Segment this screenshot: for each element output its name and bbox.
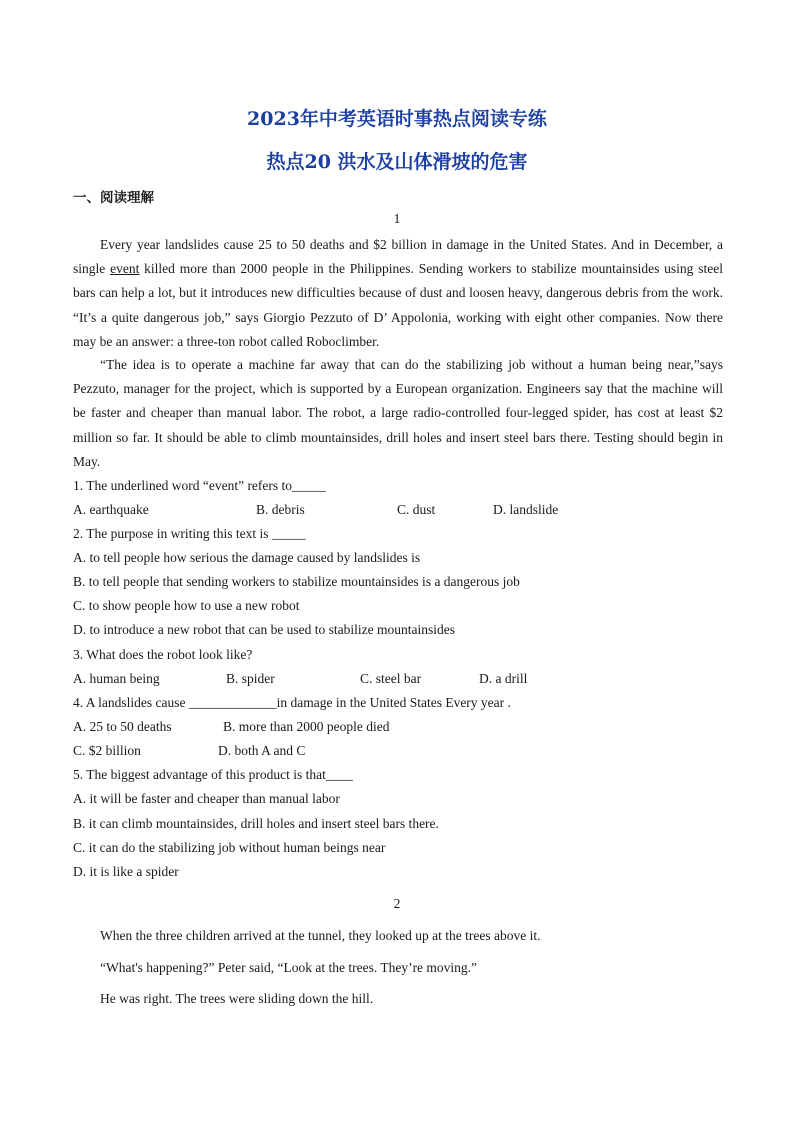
paragraph-text: Every year landslides cause 25 to 50 deaths and $2 billion in damage in the United States. And in December, a single — [73, 237, 723, 277]
answer-option: D. landslide — [493, 502, 559, 517]
answer-option: D. it is like a spider — [73, 864, 179, 879]
answer-option: A. human being — [73, 671, 160, 686]
passage-number: 1 — [393, 211, 401, 226]
answer-option: A. to tell people how serious the damage caused by landslides is — [73, 550, 421, 565]
question-stem: 4. A landslides cause _____________in damage in the United States Every year . — [73, 695, 511, 710]
question-stem: 3. What does the robot look like? — [73, 647, 253, 662]
question-stem: 5. The biggest advantage of this product is that____ — [73, 767, 353, 782]
answer-option: A. earthquake — [73, 502, 149, 517]
answer-option: C. it can do the stabilizing job without human beings near — [73, 840, 386, 855]
section-heading: 一、阅读理解 — [73, 190, 154, 206]
document-title: 2023年中考英语时事热点阅读专练 — [247, 108, 547, 130]
answer-option: B. spider — [226, 671, 275, 686]
answer-option: C. to show people how to use a new robot — [73, 598, 300, 613]
answer-option: A. it will be faster and cheaper than manual labor — [73, 791, 340, 806]
answer-option: B. to tell people that sending workers to stabilize mountainsides is a dangerous job — [73, 574, 520, 589]
question-stem: 2. The purpose in writing this text is _____ — [73, 526, 306, 541]
story-line: “What's happening?” Peter said, “Look at the trees. They’re moving.” — [100, 960, 478, 975]
underlined-word: event — [110, 261, 140, 277]
answer-option: C. steel bar — [360, 671, 422, 686]
answer-option: C. $2 billion — [73, 743, 141, 758]
answer-option: D. a drill — [479, 671, 528, 686]
answer-option: B. debris — [256, 502, 305, 517]
story-line: When the three children arrived at the tunnel, they looked up at the trees above it. — [100, 928, 541, 943]
story-line: He was right. The trees were sliding down the hill. — [100, 991, 374, 1006]
answer-option: C. dust — [397, 502, 436, 517]
passage-paragraph: “The idea is to operate a machine far away that can do the stabilizing job without a human being near,”says Pezzuto, manager for the project, which is supported by a European organization. Engineers say that the machine will be faster and cheaper than manual labor. The robot, a large radio-controlled four-legged spider, has cost at least $2 million so far. It should be able to climb mountainsides, drill holes and insert steel bars there. Testing should begin in May. — [73, 357, 723, 469]
document-subtitle: 热点20 洪水及山体滑坡的危害 — [266, 151, 528, 173]
paragraph-text: killed more than 2000 people in the Philippines. Sending workers to stabilize mountainsides using steel bars can help a lot, but it introduces new difficulties because of dust and loosen heavy, dangerous debris from the work. “It’s a quite dangerous job,” says Giorgio Pezzuto of D’ Appolonia, working with eight other companies. Now there may be an answer: a three-ton robot called Roboclimber. — [73, 261, 723, 349]
answer-option: B. more than 2000 people died — [223, 719, 390, 734]
answer-option: B. it can climb mountainsides, drill holes and insert steel bars there. — [73, 816, 439, 831]
answer-option: D. both A and C — [218, 743, 306, 758]
question-stem: 1. The underlined word “event” refers to_____ — [73, 478, 326, 493]
passage-paragraph — [73, 233, 723, 354]
answer-option: D. to introduce a new robot that can be used to stabilize mountainsides — [73, 622, 456, 637]
passage-number: 2 — [393, 896, 401, 911]
answer-option: A. 25 to 50 deaths — [73, 719, 172, 734]
